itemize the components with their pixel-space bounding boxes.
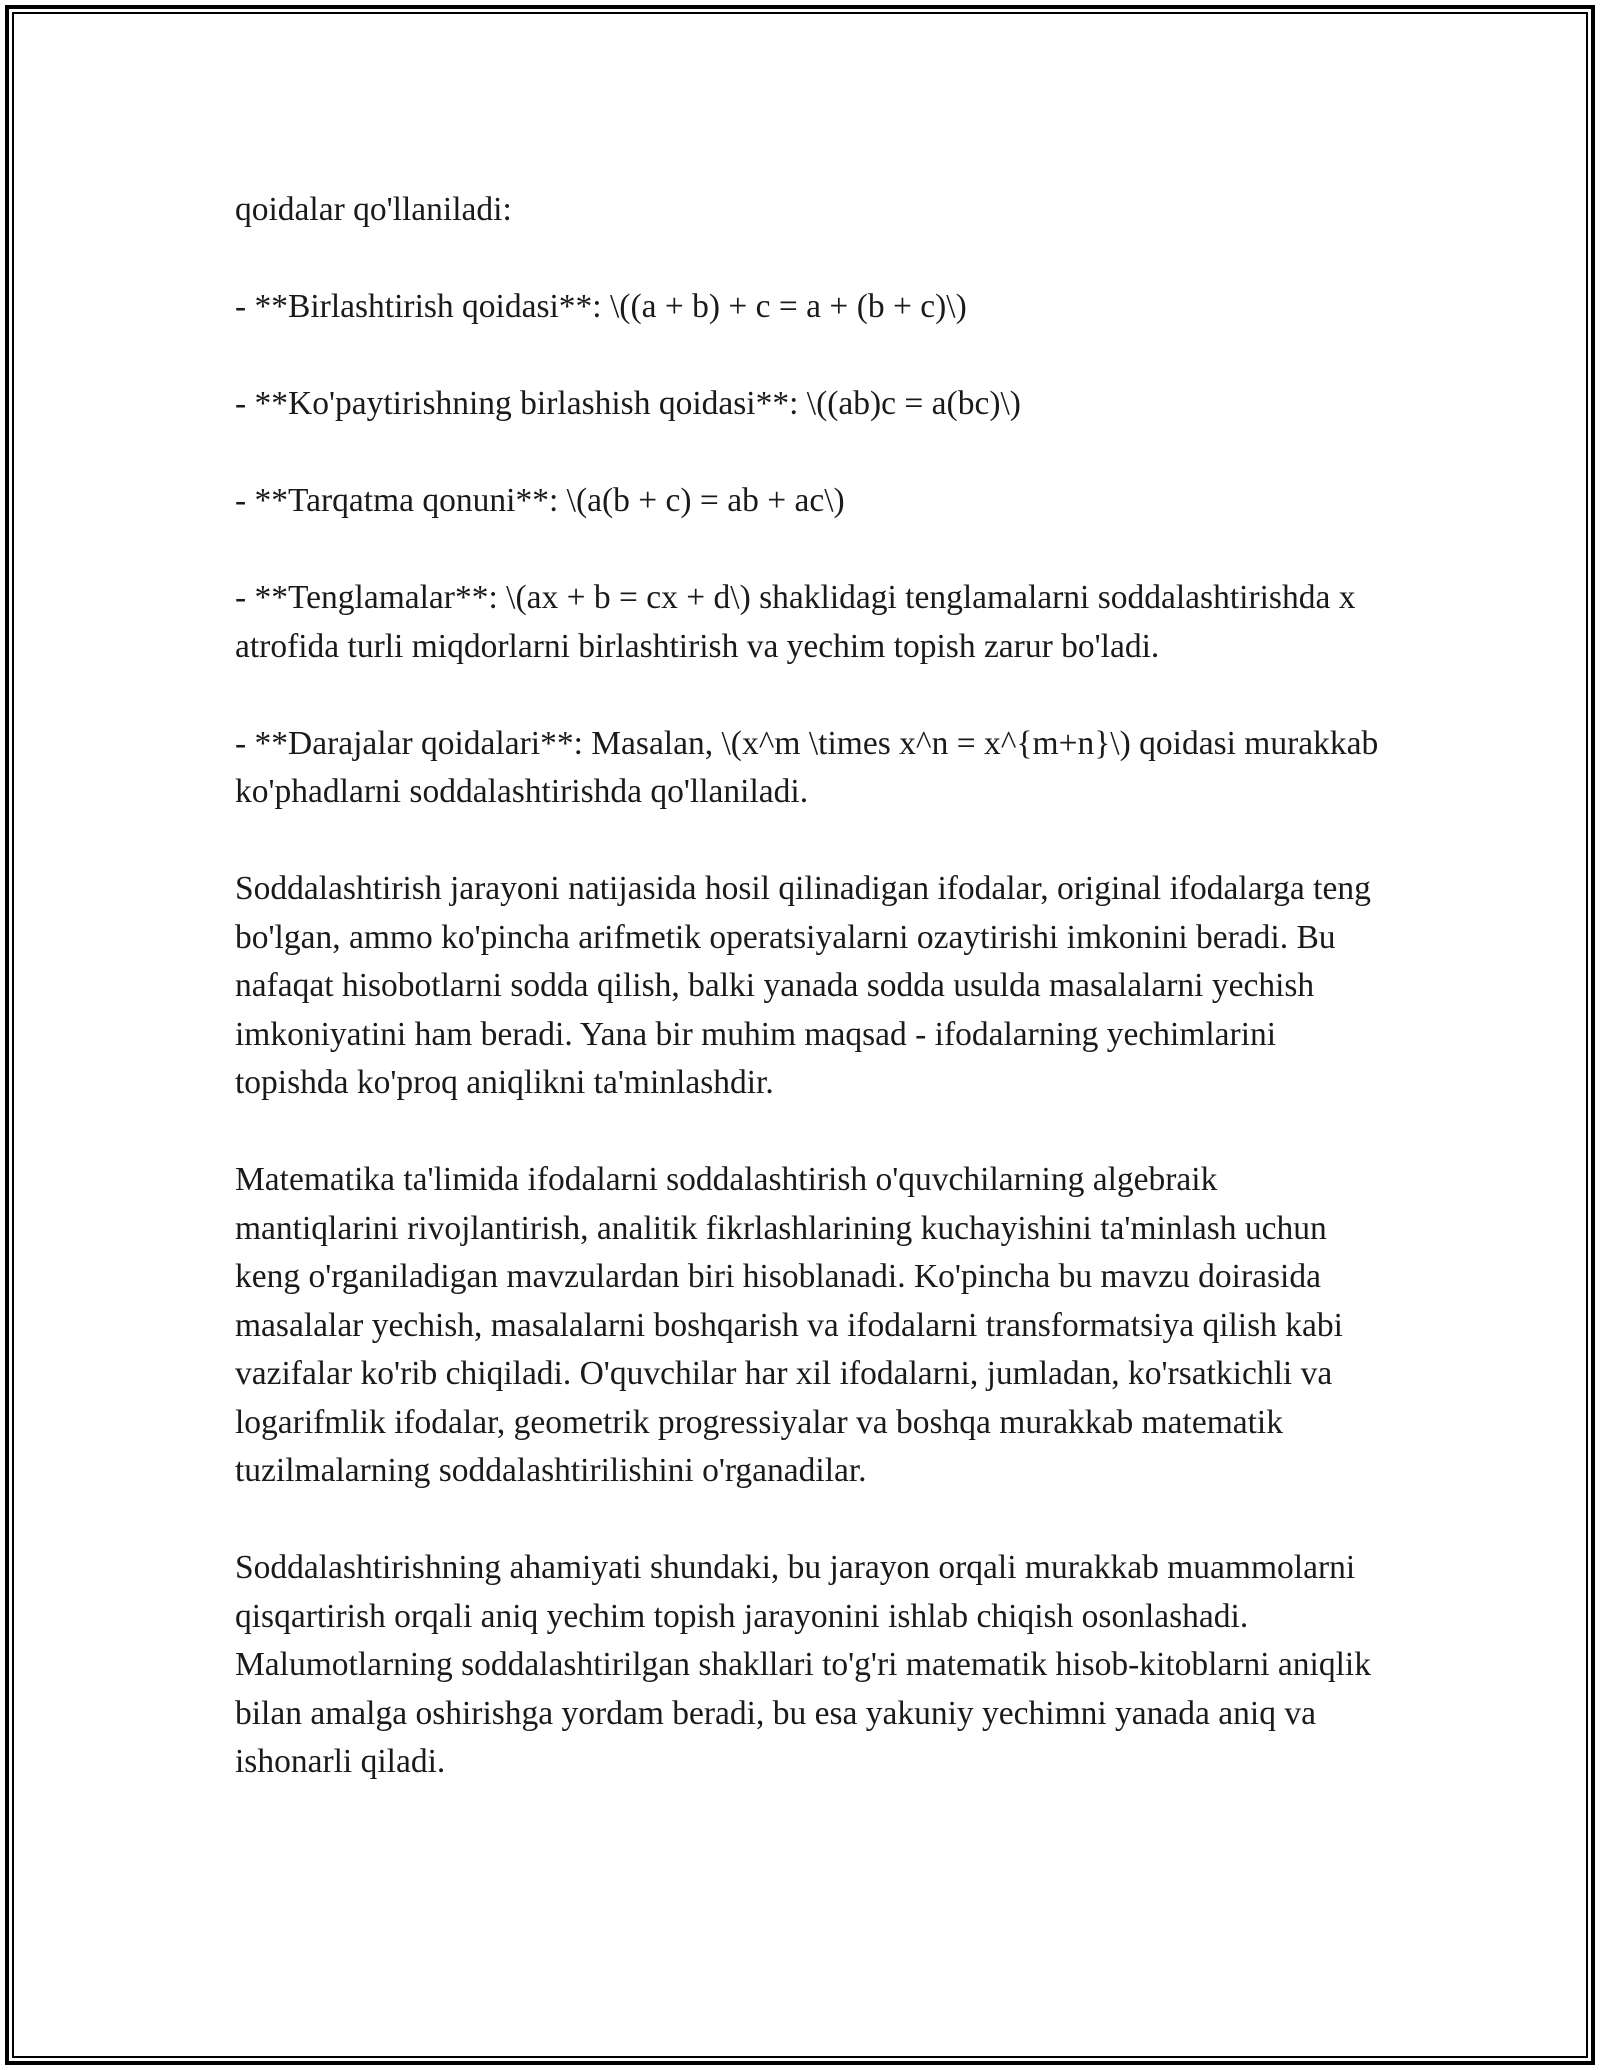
paragraph-talim: Matematika ta'limida ifodalarni soddalashtirish o'quvchilarning algebraik mantiqlarini rivojlantirish, analitik fikrlashlarining kuchayishini ta'minlash uchun keng o'rganiladigan mavzulardan biri hisoblanadi. Ko'pincha bu mavzu doirasida masalalar yechish, masalalarni boshqarish va ifodalarni transformatsiya qilish kabi vazifalar ko'rib chiqiladi. O'quvchilar har xil ifodalarni, jumladan, ko'rsatkichli va logarifmlik ifodalar, geometrik progressiyalar va boshqa murakkab matematik tuzilmalarning soddalashtirilishini o'rganadilar. [235,1161,1343,1489]
paragraph-intro: qoidalar qo'llaniladi: [235,191,512,228]
paragraph-ahamiyat: Soddalashtirishning ahamiyati shundaki, bu jarayon orqali murakkab muammolarni qisqartirish orqali aniq yechim topish jarayonini ishlab chiqish osonlashadi. Malumotlarning soddalashtirilgan shakllari to'g'ri matematik hisob-kitoblarni aniqlik bilan amalga oshirishga yordam beradi, bu esa yakuniy yechimni yanada aniq va ishonarli qiladi. [235,1549,1371,1780]
list-item-kopaytirish: - **Ko'paytirishning birlashish qoidasi**: \((ab)c = a(bc)\) [235,385,1021,422]
document-body [235,186,1385,1787]
list-item-darajalar: - **Darajalar qoidalari**: Masalan, \(x^m \times x^n = x^{m+n}\) qoidasi murakkab ko'phadlarni soddalashtirishda qo'llaniladi. [235,724,1379,810]
list-item-tenglamalar: - **Tenglamalar**: \(ax + b = cx + d\) shaklidagi tenglamalarni soddalashtirishda x atrofida turli miqdorlarni birlashtirish va yechim topish zarur bo'ladi. [235,579,1356,665]
list-item-birlashtirish: - **Birlashtirish qoidasi**: \((a + b) + c = a + (b + c)\) [235,288,967,325]
list-item-tarqatma: - **Tarqatma qonuni**: \(a(b + c) = ab + ac\) [235,482,845,519]
paragraph-natija: Soddalashtirish jarayoni natijasida hosil qilinadigan ifodalar, original ifodalarga teng bo'lgan, ammo ko'pincha arifmetik operatsiyalarni ozaytirishi imkonini beradi. Bu nafaqat hisobotlarni sodda qilish, balki yanada sodda usulda masalalarni yechish imkoniyatini ham beradi. Yana bir muhim maqsad - ifodalarning yechimlarini topishda ko'proq aniqlikni ta'minlashdir. [235,870,1371,1101]
